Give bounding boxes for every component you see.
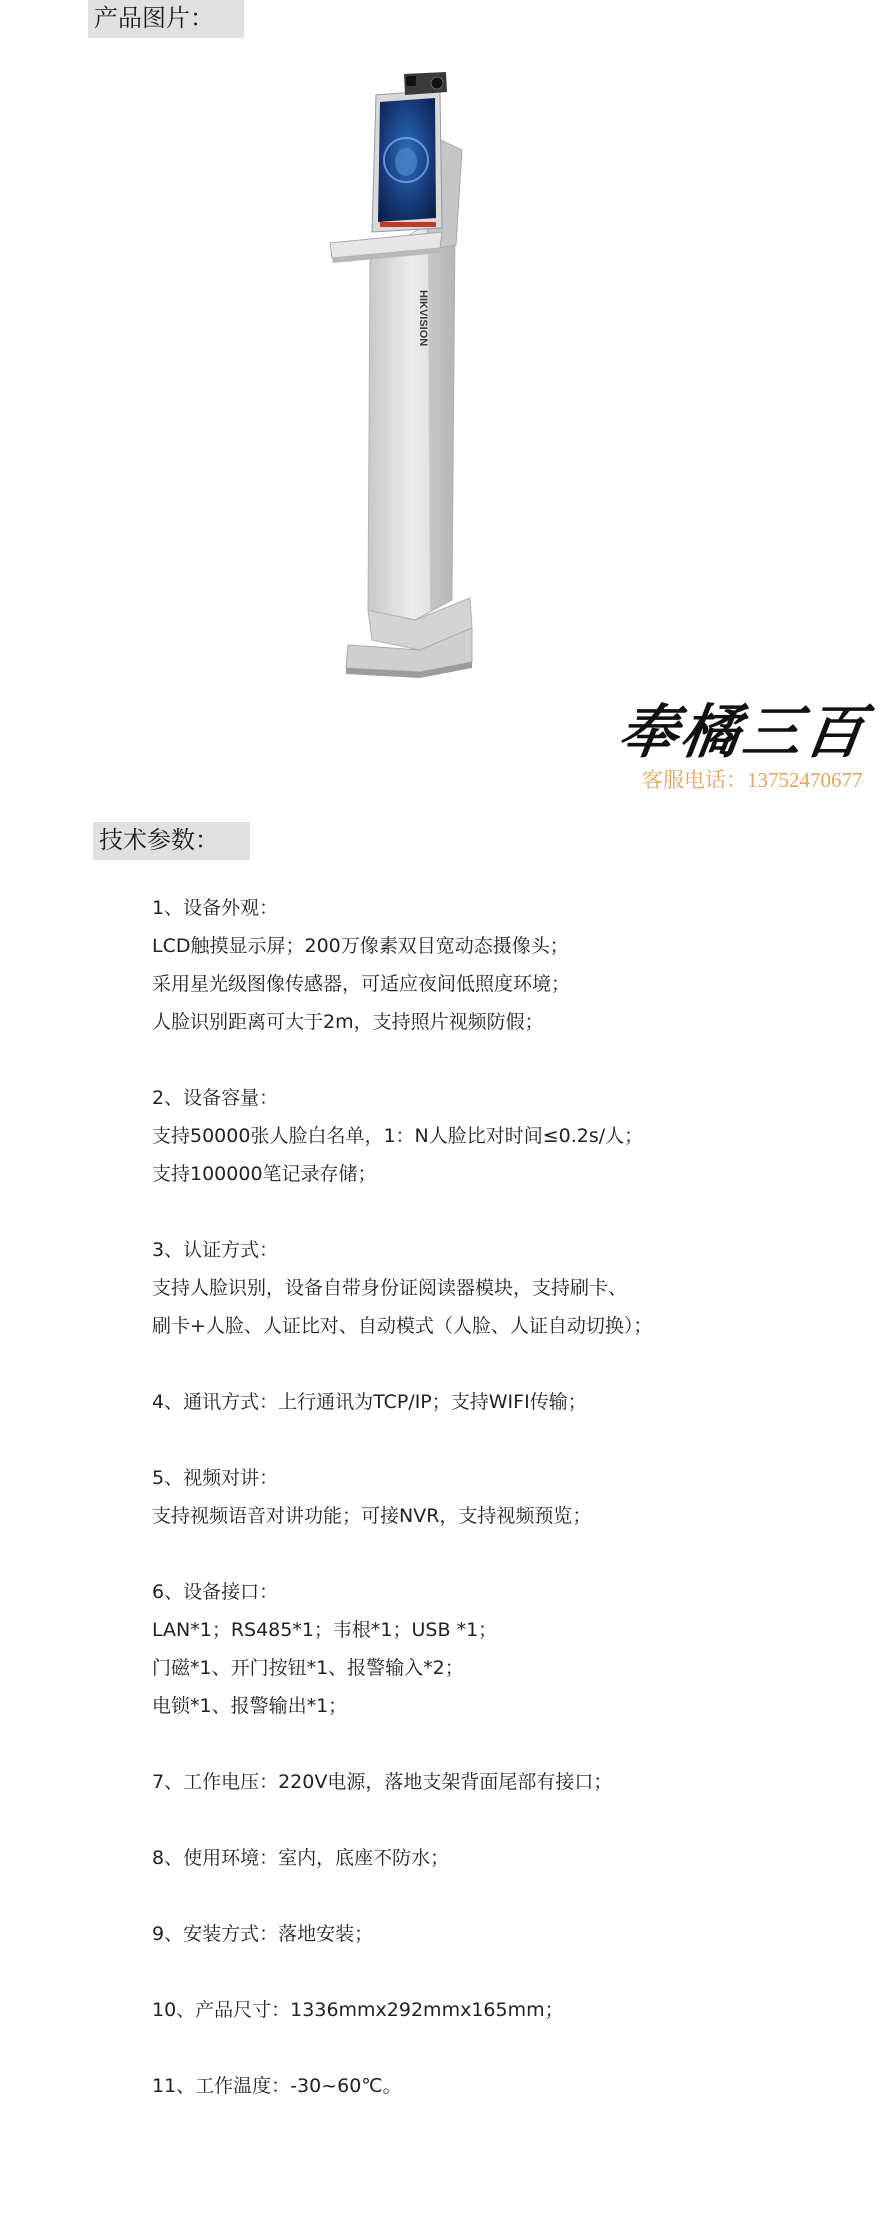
spec-group [152, 1915, 852, 1991]
spec-group [152, 889, 852, 1079]
spec-heading: 技术参数： [93, 822, 250, 860]
spec-title: 8、使用环境：室内，底座不防水； [152, 1847, 450, 1869]
spec-title: 6、设备接口： [152, 1581, 279, 1603]
spec-line: 人脸识别距离可大于2m，支持照片视频防假； [152, 1011, 544, 1033]
watermark [614, 685, 873, 792]
spec-group [152, 2067, 852, 2105]
spec-line: 支持人脸识别，设备自带身份证阅读器模块，支持刷卡、 [152, 1277, 628, 1299]
product-images-heading: 产品图片： [88, 0, 244, 38]
spec-line: 支持100000笔记录存储； [152, 1163, 377, 1185]
spec-group [152, 1459, 852, 1573]
spec-line: 门磁*1、开门按钮*1、报警输入*2； [152, 1657, 464, 1679]
spec-group [152, 1763, 852, 1839]
spec-title: 3、认证方式： [152, 1239, 279, 1261]
product-image [0, 0, 883, 700]
spec-title: 5、视频对讲： [152, 1467, 279, 1489]
watermark-phone: 客服电话：13752470677 [642, 768, 863, 792]
spec-group [152, 1573, 852, 1763]
watermark-name: 奉橘三百 [614, 698, 873, 766]
spec-title: 4、通讯方式：上行通讯为TCP/IP；支持WIFI传输； [152, 1391, 587, 1413]
spec-line: 刷卡+人脸、人证比对、自动模式（人脸、人证自动切换）； [152, 1315, 653, 1337]
spec-list [152, 889, 852, 2105]
spec-line: 支持50000张人脸白名单，1：N人脸比对时间≤0.2s/人； [152, 1125, 644, 1147]
spec-title: 10、产品尺寸：1336mmx292mmx165mm； [152, 1999, 564, 2021]
spec-title: 7、工作电压：220V电源，落地支架背面尾部有接口； [152, 1771, 613, 1793]
spec-title: 2、设备容量： [152, 1087, 279, 1109]
spec-line: 电锁*1、报警输出*1； [152, 1695, 348, 1717]
spec-line: LAN*1；RS485*1；韦根*1；USB *1； [152, 1619, 498, 1641]
spec-line: LCD触摸显示屏；200万像素双目宽动态摄像头； [152, 935, 569, 957]
product-brand-text: HIKVISION [417, 290, 429, 347]
spec-group [152, 1231, 852, 1383]
spec-group [152, 1383, 852, 1459]
spec-group [152, 1991, 852, 2067]
spec-line: 采用星光级图像传感器，可适应夜间低照度环境； [152, 973, 571, 995]
spec-title: 11、工作温度：-30~60℃。 [152, 2075, 402, 2097]
spec-title: 9、安装方式：落地安装； [152, 1923, 374, 1945]
spec-line: 支持视频语音对讲功能；可接NVR，支持视频预览； [152, 1505, 592, 1527]
spec-group [152, 1079, 852, 1231]
spec-group [152, 1839, 852, 1915]
spec-title: 1、设备外观： [152, 897, 279, 919]
